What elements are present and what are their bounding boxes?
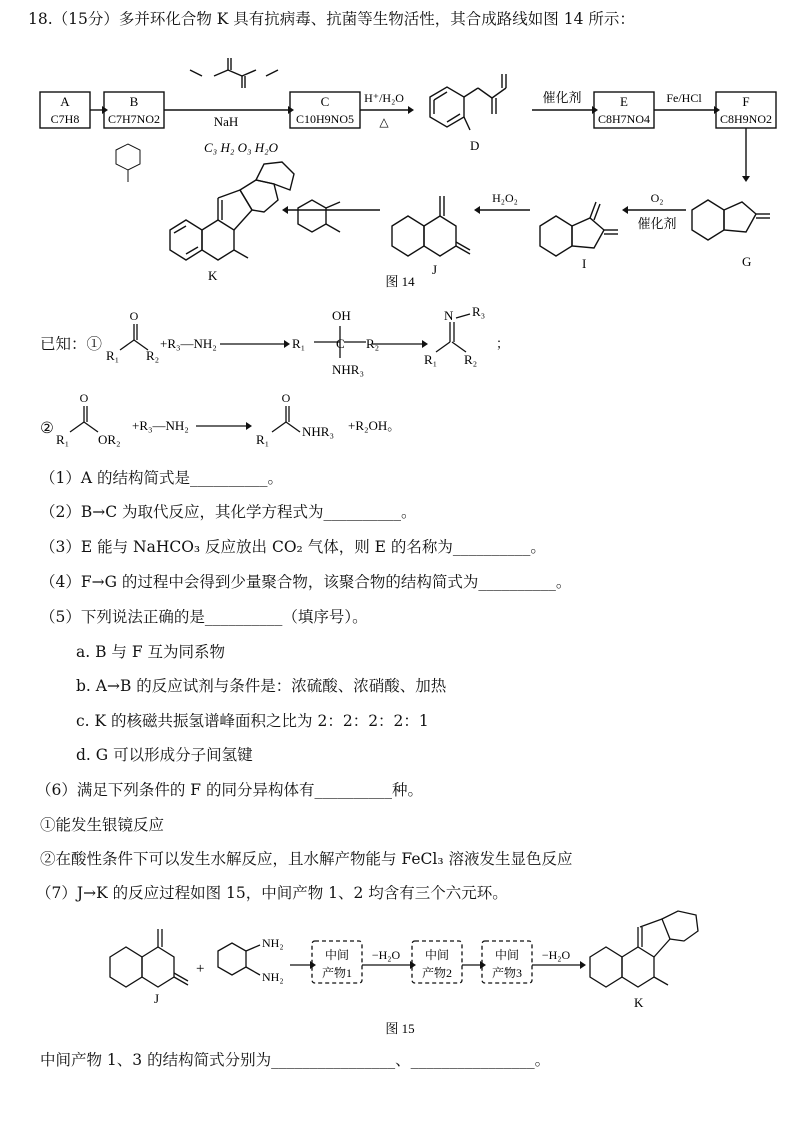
box-B-name: B bbox=[129, 94, 139, 109]
box-A-name: A bbox=[60, 94, 70, 109]
condition-2: ②在酸性条件下可以发生水解反应，且水解产物能与 FeCl₃ 溶液发生显色反应 bbox=[40, 850, 573, 868]
reagent-h2o2: H₂O₂ bbox=[492, 191, 518, 205]
final-question: 中间产物 1、3 的结构简式分别为________________、________________。 bbox=[40, 1051, 551, 1069]
intermediate-2-bottom: 产物2 bbox=[421, 966, 453, 980]
svg-text:NHR₃: NHR₃ bbox=[332, 362, 364, 377]
svg-text:NH₂: NH₂ bbox=[262, 936, 284, 950]
box-E-formula: C8H7NO4 bbox=[597, 112, 651, 126]
question-1: （1）A 的结构简式是__________。 bbox=[40, 469, 283, 487]
handwritten-note: C₃ H₂ O₃ H₂O bbox=[204, 140, 279, 155]
svg-text:O: O bbox=[281, 391, 291, 405]
question-7: （7）J→K 的反应过程如图 15，中间产物 1、2 均含有三个六元环。 bbox=[36, 884, 508, 902]
minus-water-2: −H₂O bbox=[541, 948, 571, 962]
svg-text:NH₂: NH₂ bbox=[262, 970, 284, 984]
box-C-formula: C10H9NO5 bbox=[295, 112, 355, 126]
label-K: K bbox=[208, 268, 218, 283]
question-6: （6）满足下列条件的 F 的同分异构体有__________种。 bbox=[36, 781, 423, 799]
svg-text:R₂: R₂ bbox=[366, 336, 380, 351]
box-F-formula: C8H9NO2 bbox=[719, 112, 773, 126]
svg-text:OH: OH bbox=[332, 308, 351, 323]
intermediate-3-bottom: 产物3 bbox=[491, 966, 523, 980]
svg-text:+R₃—NH₂: +R₃—NH₂ bbox=[160, 336, 217, 351]
label-J: J bbox=[432, 262, 438, 277]
intermediate-3-top: 中间 bbox=[494, 948, 520, 962]
svg-text:R₁: R₁ bbox=[256, 432, 270, 447]
svg-text:+R₂OH。: +R₂OH。 bbox=[348, 418, 401, 433]
minus-water-1: −H₂O bbox=[371, 948, 401, 962]
svg-text:C: C bbox=[336, 336, 345, 351]
svg-text:+R₃—NH₂: +R₃—NH₂ bbox=[132, 418, 189, 433]
question-header: 18.（15分）多并环化合物 K 具有抗病毒、抗菌等生物活性，其合成路线如图 14 所示： bbox=[28, 10, 635, 28]
known-reaction-1 bbox=[100, 300, 580, 380]
intermediate-1-top: 中间 bbox=[324, 948, 350, 962]
caption-15: 图 15 bbox=[385, 1021, 415, 1036]
svg-text:R₂: R₂ bbox=[146, 348, 160, 363]
svg-text:N: N bbox=[444, 308, 454, 323]
question-2: （2）B→C 为取代反应，其化学方程式为__________。 bbox=[40, 503, 417, 521]
box-A-formula: C7H8 bbox=[50, 112, 80, 126]
svg-text:+: + bbox=[196, 961, 205, 977]
reagent-acid: H⁺/H₂O bbox=[364, 91, 404, 105]
intermediate-1-bottom: 产物1 bbox=[321, 966, 353, 980]
question-3: （3）E 能与 NaHCO₃ 反应放出 CO₂ 气体，则 E 的名称为__________。 bbox=[40, 538, 546, 556]
scheme15-label-K: K bbox=[634, 995, 644, 1010]
reagent-fe-hcl: Fe/HCl bbox=[666, 91, 702, 105]
reagent-o2: O₂ bbox=[650, 191, 664, 205]
svg-text:R₁: R₁ bbox=[292, 336, 306, 351]
svg-text:R₁: R₁ bbox=[106, 348, 120, 363]
question-4: （4）F→G 的过程中会得到少量聚合物，该聚合物的结构简式为__________。 bbox=[40, 573, 572, 591]
box-F-name: F bbox=[742, 94, 750, 109]
option-c: c. K 的核磁共振氢谱峰面积之比为 2：2：2：2：1 bbox=[76, 712, 429, 730]
reagent-catalyst-de: 催化剂 bbox=[542, 90, 582, 105]
label-D: D bbox=[470, 138, 480, 153]
svg-text:O: O bbox=[79, 391, 89, 405]
svg-text:O: O bbox=[129, 309, 139, 323]
box-C-name: C bbox=[320, 94, 330, 109]
svg-text:R₃: R₃ bbox=[472, 304, 486, 319]
known-item2: ② bbox=[40, 419, 54, 437]
option-b: b. A→B 的反应试剂与条件是：浓硫酸、浓硝酸、加热 bbox=[76, 677, 447, 695]
svg-text:R₁: R₁ bbox=[424, 352, 438, 367]
svg-text:OR₂: OR₂ bbox=[98, 432, 121, 447]
svg-text:R₂: R₂ bbox=[464, 352, 478, 367]
known-reaction-2 bbox=[56, 390, 456, 450]
scheme-14 bbox=[0, 30, 800, 292]
option-a: a. B 与 F 互为同系物 bbox=[76, 643, 226, 661]
option-d: d. G 可以形成分子间氢键 bbox=[76, 746, 253, 764]
scheme15-label-J: J bbox=[154, 991, 160, 1006]
caption-14: 图 14 bbox=[385, 274, 415, 289]
reagent-nah: NaH bbox=[213, 114, 239, 129]
reagent-heat: △ bbox=[379, 115, 389, 129]
scheme-15 bbox=[0, 905, 800, 1040]
box-B-formula: C7H7NO2 bbox=[107, 112, 161, 126]
svg-text:NHR₃: NHR₃ bbox=[302, 424, 334, 439]
label-I: I bbox=[582, 256, 587, 271]
label-G: G bbox=[742, 254, 752, 269]
svg-text:R₁: R₁ bbox=[56, 432, 70, 447]
condition-1: ①能发生银镜反应 bbox=[40, 816, 165, 834]
svg-text:；: ； bbox=[496, 336, 510, 351]
intermediate-2-top: 中间 bbox=[424, 948, 450, 962]
reagent-catalyst-gi: 催化剂 bbox=[637, 216, 677, 231]
question-5: （5）下列说法正确的是__________（填序号）。 bbox=[40, 608, 368, 626]
known-prefix: 已知：① bbox=[40, 335, 103, 353]
box-E-name: E bbox=[620, 94, 628, 109]
